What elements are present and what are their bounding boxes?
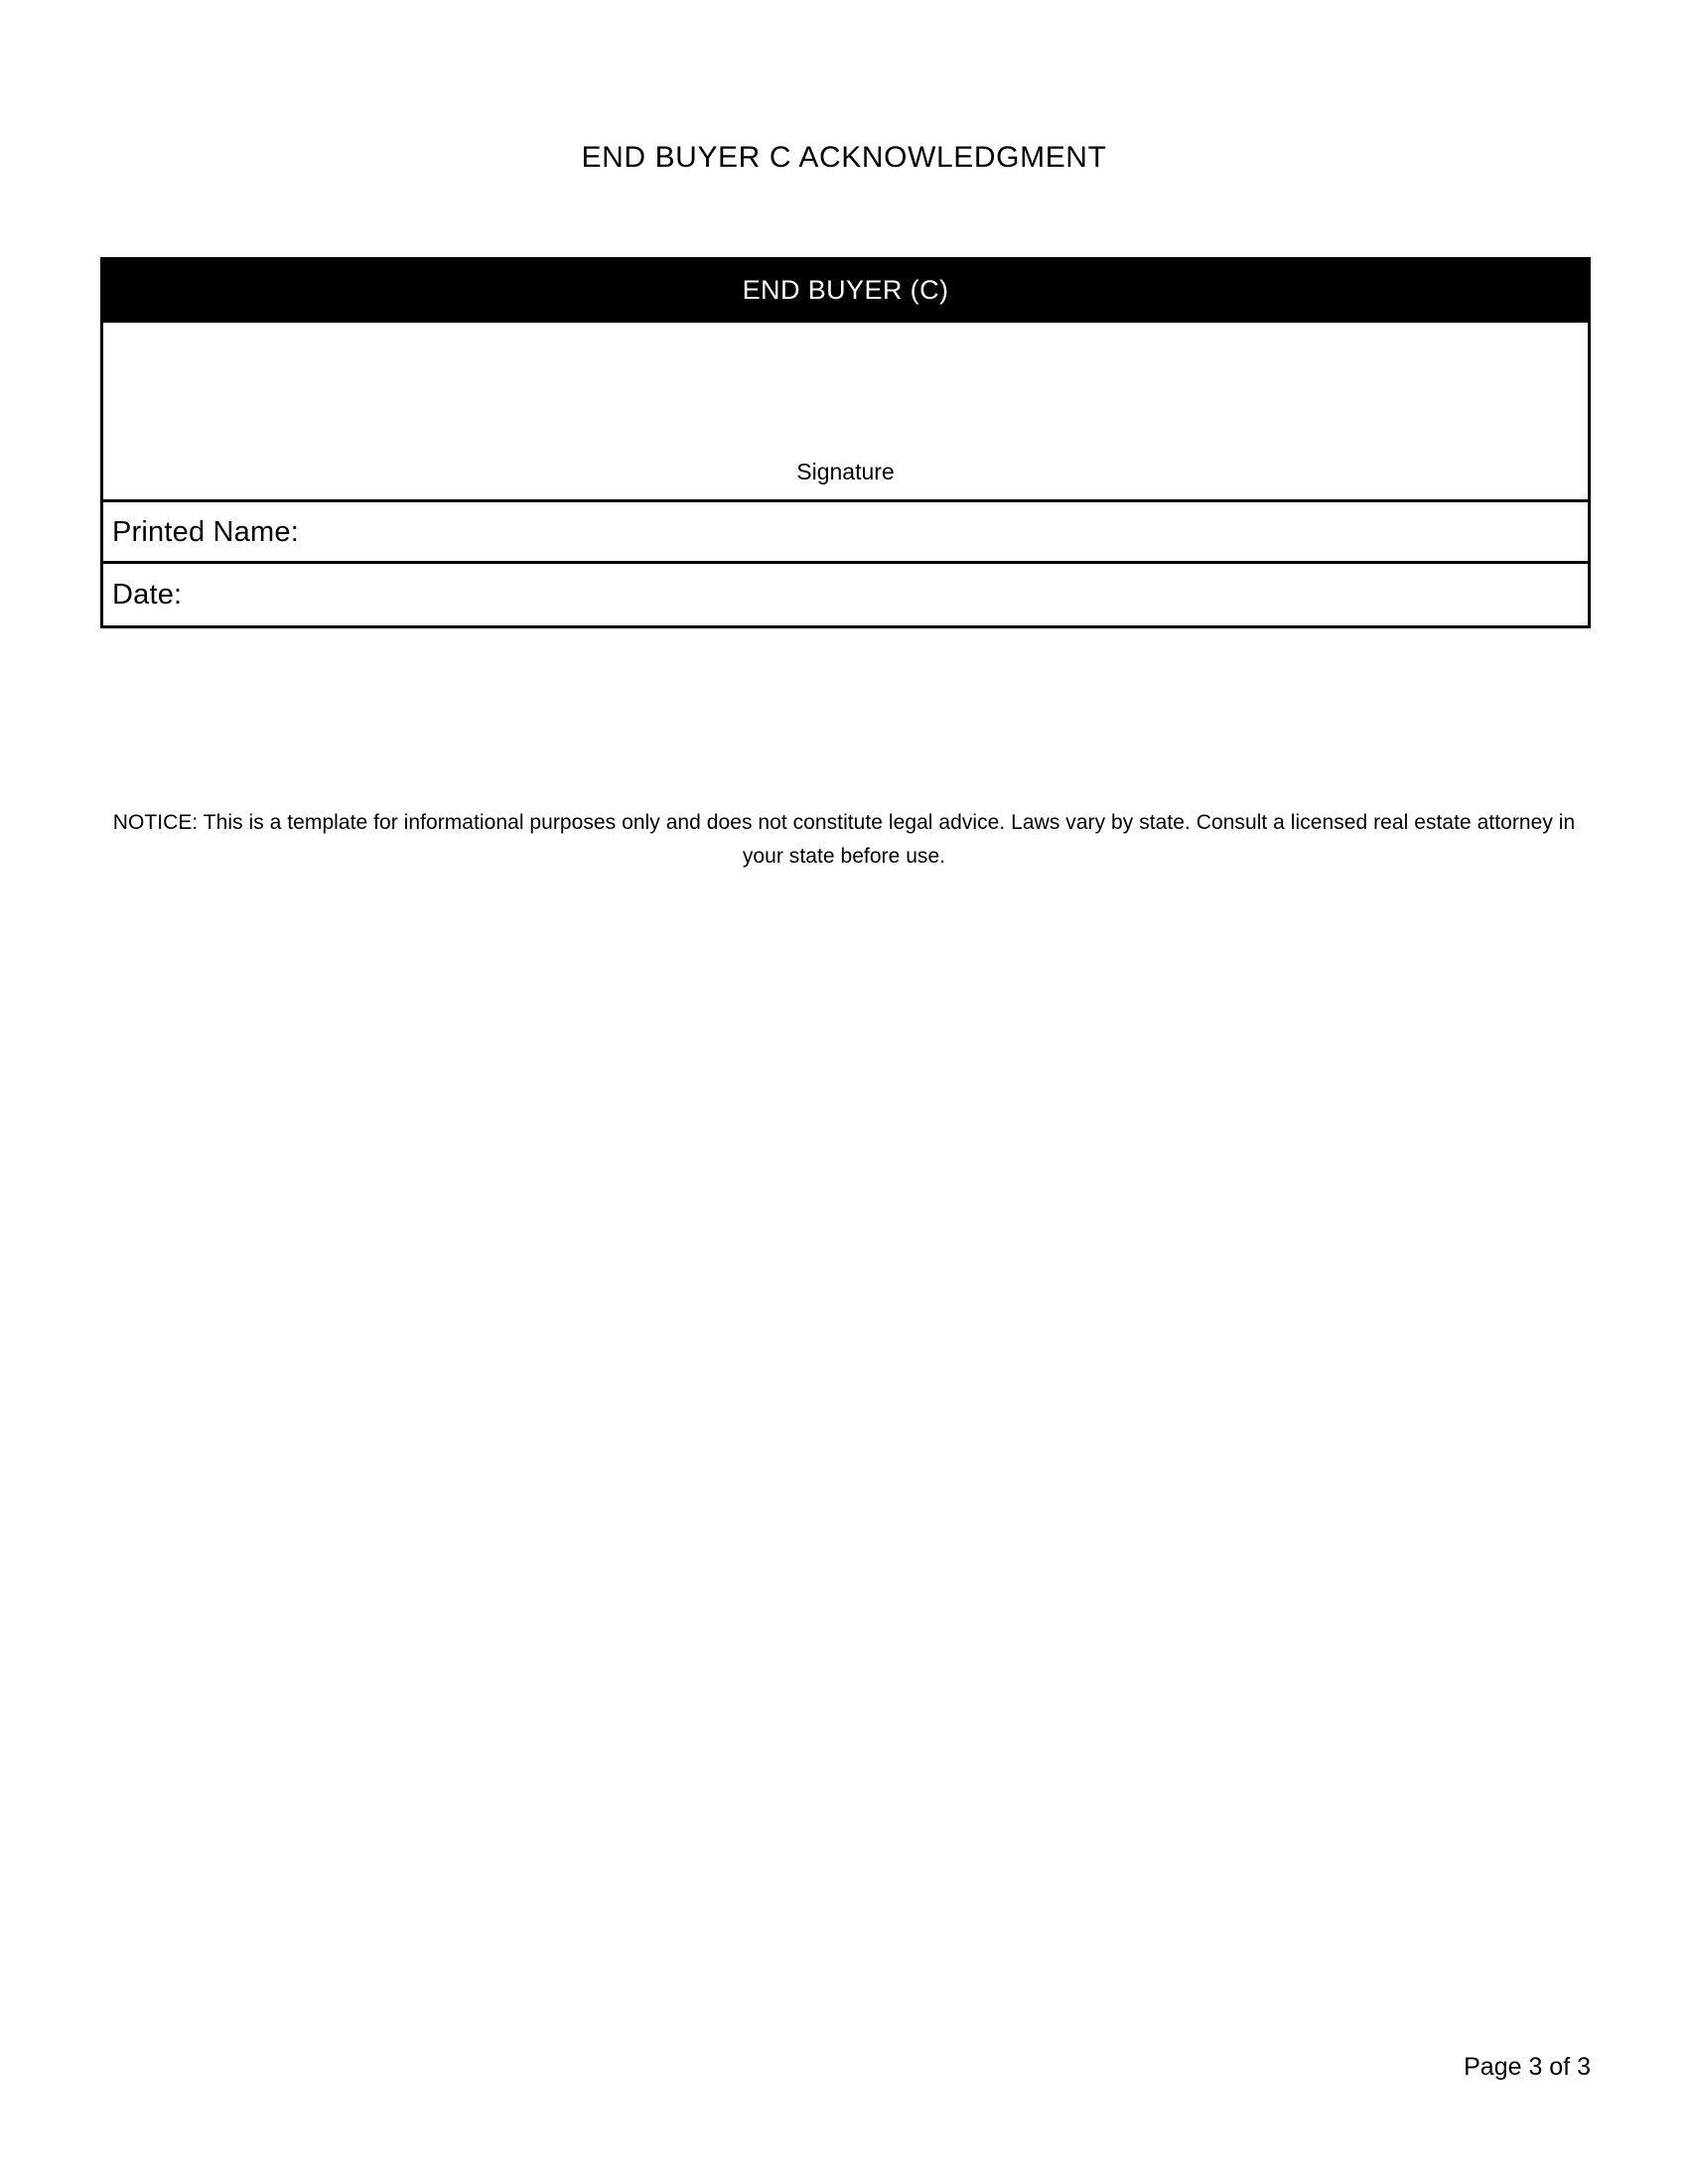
table-header-end-buyer-c: END BUYER (C) — [100, 257, 1591, 323]
signature-caption: Signature — [796, 459, 895, 484]
printed-name-row[interactable] — [100, 502, 1591, 564]
page-title: END BUYER C ACKNOWLEDGMENT — [581, 141, 1107, 174]
signature-field[interactable] — [100, 323, 1591, 502]
date-label: Date: — [112, 579, 183, 611]
date-row[interactable] — [100, 564, 1591, 628]
footer-page-number: Page 3 of 3 — [1464, 2053, 1591, 2081]
end-buyer-c-acknowledgment-table — [100, 257, 1591, 628]
legal-notice-text: NOTICE: This is a template for informational purposes only and does not constitute legal advice. Laws vary by state. Consult a licensed real estate attorney in your state before use. — [112, 811, 1576, 868]
printed-name-label: Printed Name: — [112, 515, 299, 548]
